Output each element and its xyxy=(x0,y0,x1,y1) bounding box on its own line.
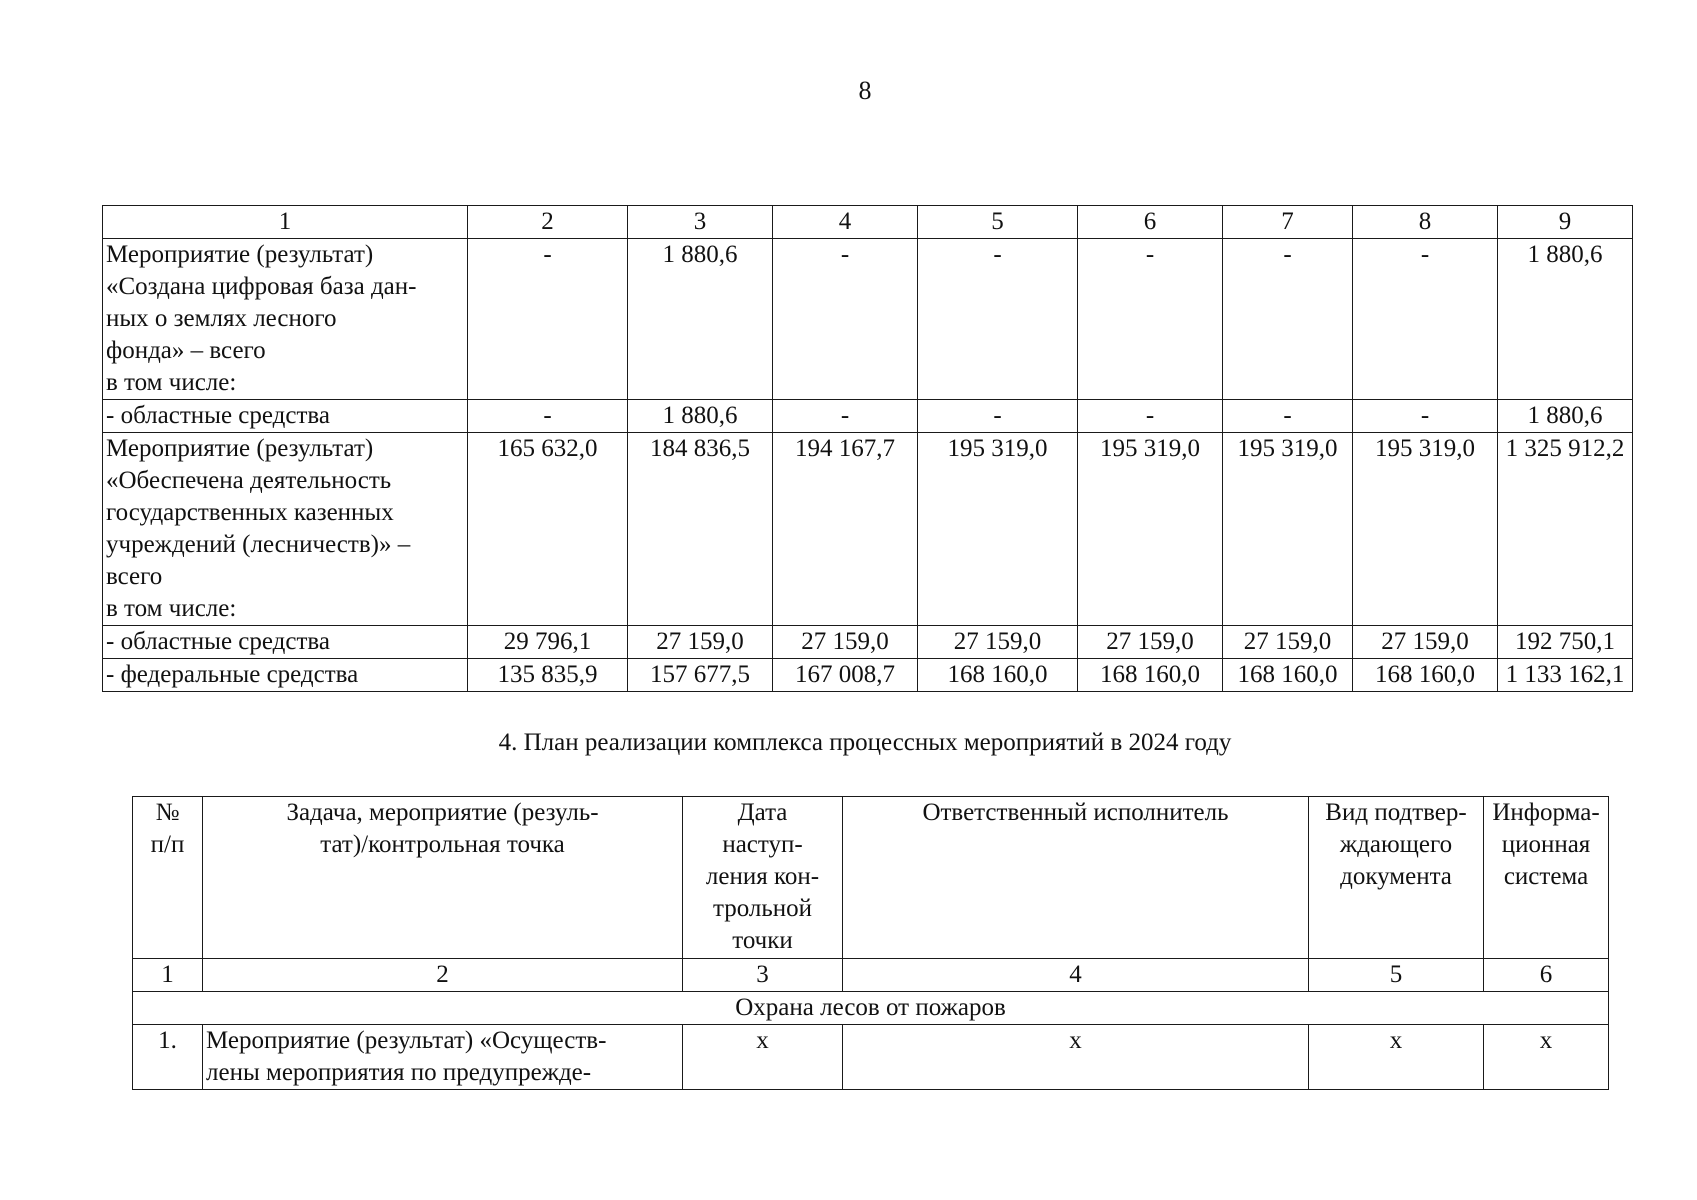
value-cell: 168 160,0 xyxy=(1353,659,1498,692)
cell-line: Мероприятие (результат) «Осуществ- xyxy=(206,1027,607,1054)
budget-row xyxy=(103,400,1633,433)
value-cell: 168 160,0 xyxy=(1078,659,1223,692)
value-cell: - xyxy=(918,239,1078,400)
cell-line: Мероприятие (результат) xyxy=(106,435,374,462)
cell-line: - областные средства xyxy=(106,402,330,429)
row-number: 1. xyxy=(133,1025,203,1090)
value-cell: - xyxy=(1353,400,1498,433)
value-cell: 27 159,0 xyxy=(1353,626,1498,659)
budget-row xyxy=(103,626,1633,659)
column-number: 6 xyxy=(1078,206,1223,239)
row-label xyxy=(103,659,468,692)
value-cell: 195 319,0 xyxy=(1223,433,1353,626)
cell-line: Мероприятие (результат) xyxy=(106,241,374,268)
value-cell: 135 835,9 xyxy=(468,659,628,692)
value-cell: 195 319,0 xyxy=(1078,433,1223,626)
cell-line: точки xyxy=(732,927,793,954)
cell-line: Информа- xyxy=(1492,799,1600,826)
document-cell: х xyxy=(1309,1025,1484,1090)
cell-line: ления кон- xyxy=(705,863,820,890)
value-cell: - xyxy=(773,400,918,433)
column-header xyxy=(133,797,203,959)
value-cell: 195 319,0 xyxy=(1353,433,1498,626)
cell-line: учреждений (лесничеств)» – xyxy=(106,531,411,558)
value-cell: - xyxy=(1223,400,1353,433)
cell-line: трольной xyxy=(712,895,813,922)
value-cell: 195 319,0 xyxy=(918,433,1078,626)
budget-table xyxy=(102,205,1633,692)
value-cell: 165 632,0 xyxy=(468,433,628,626)
page-number: 8 xyxy=(858,76,872,105)
row-label xyxy=(103,239,468,400)
cell-line: Вид подтвер- xyxy=(1325,799,1467,826)
value-cell: - xyxy=(773,239,918,400)
value-cell: 192 750,1 xyxy=(1498,626,1633,659)
budget-row xyxy=(103,659,1633,692)
value-cell: 1 880,6 xyxy=(628,400,773,433)
cell-line: фонда» – всего xyxy=(106,337,266,364)
cell-line: ционная xyxy=(1501,831,1591,858)
budget-row xyxy=(103,239,1633,400)
column-number: 4 xyxy=(843,959,1309,992)
cell-line: тат)/контрольная точка xyxy=(320,831,565,858)
column-header xyxy=(203,797,683,959)
group-row xyxy=(133,992,1609,1025)
value-cell: 1 880,6 xyxy=(1498,400,1633,433)
value-cell: 27 159,0 xyxy=(773,626,918,659)
budget-row xyxy=(103,433,1633,626)
column-number: 1 xyxy=(133,959,203,992)
cell-line: государственных казенных xyxy=(106,499,394,526)
value-cell: 168 160,0 xyxy=(1223,659,1353,692)
cell-line: «Обеспечена деятельность xyxy=(106,467,392,494)
value-cell: 1 133 162,1 xyxy=(1498,659,1633,692)
value-cell: 184 836,5 xyxy=(628,433,773,626)
value-cell: - xyxy=(1078,400,1223,433)
cell-line: лены мероприятия по предупрежде- xyxy=(206,1059,592,1086)
column-number: 3 xyxy=(683,959,843,992)
cell-line: наступ- xyxy=(722,831,803,858)
value-cell: 167 008,7 xyxy=(773,659,918,692)
value-cell: 194 167,7 xyxy=(773,433,918,626)
column-number: 4 xyxy=(773,206,918,239)
value-cell: 27 159,0 xyxy=(918,626,1078,659)
system-cell: х xyxy=(1484,1025,1609,1090)
value-cell: 168 160,0 xyxy=(918,659,1078,692)
cell-line: п/п xyxy=(150,831,185,858)
group-title: Охрана лесов от пожаров xyxy=(133,992,1609,1025)
column-number: 5 xyxy=(918,206,1078,239)
section-heading: 4. План реализации комплекса процессных мероприятий в 2024 году xyxy=(498,729,1232,756)
value-cell: 1 325 912,2 xyxy=(1498,433,1633,626)
column-number: 8 xyxy=(1353,206,1498,239)
row-label xyxy=(103,400,468,433)
column-header xyxy=(843,797,1309,959)
cell-line: Ответственный исполнитель xyxy=(922,799,1229,826)
plan-number-row xyxy=(133,959,1609,992)
value-cell: 27 159,0 xyxy=(628,626,773,659)
cell-line: № xyxy=(155,799,180,826)
cell-line: Дата xyxy=(737,799,788,826)
cell-line: «Создана цифровая база дан- xyxy=(106,273,417,300)
column-number: 1 xyxy=(103,206,468,239)
value-cell: 157 677,5 xyxy=(628,659,773,692)
plan-header-row xyxy=(133,797,1609,959)
column-header xyxy=(683,797,843,959)
value-cell: 29 796,1 xyxy=(468,626,628,659)
cell-line: в том числе: xyxy=(106,369,237,396)
cell-line: Задача, мероприятие (резуль- xyxy=(286,799,599,826)
plan-row xyxy=(133,1025,1609,1090)
column-number: 5 xyxy=(1309,959,1484,992)
cell-line: система xyxy=(1503,863,1589,890)
value-cell: 1 880,6 xyxy=(1498,239,1633,400)
task-cell xyxy=(203,1025,683,1090)
row-label xyxy=(103,626,468,659)
cell-line: всего xyxy=(106,563,163,590)
cell-line: ных о землях лесного xyxy=(106,305,337,332)
column-number: 2 xyxy=(468,206,628,239)
cell-line: документа xyxy=(1340,863,1452,890)
value-cell: - xyxy=(1078,239,1223,400)
column-number: 3 xyxy=(628,206,773,239)
cell-line: - федеральные средства xyxy=(106,661,359,688)
column-header xyxy=(1484,797,1609,959)
column-header xyxy=(1309,797,1484,959)
cell-line: в том числе: xyxy=(106,595,237,622)
executor-cell: х xyxy=(843,1025,1309,1090)
column-number: 2 xyxy=(203,959,683,992)
value-cell: 27 159,0 xyxy=(1223,626,1353,659)
value-cell: 27 159,0 xyxy=(1078,626,1223,659)
plan-table xyxy=(132,796,1609,1090)
row-label xyxy=(103,433,468,626)
column-number: 6 xyxy=(1484,959,1609,992)
value-cell: - xyxy=(468,239,628,400)
value-cell: - xyxy=(1223,239,1353,400)
value-cell: - xyxy=(468,400,628,433)
date-cell: х xyxy=(683,1025,843,1090)
value-cell: - xyxy=(918,400,1078,433)
cell-line: ждающего xyxy=(1339,831,1453,858)
budget-header-row xyxy=(103,206,1633,239)
cell-line: - областные средства xyxy=(106,628,330,655)
column-number: 7 xyxy=(1223,206,1353,239)
column-number: 9 xyxy=(1498,206,1633,239)
value-cell: - xyxy=(1353,239,1498,400)
value-cell: 1 880,6 xyxy=(628,239,773,400)
